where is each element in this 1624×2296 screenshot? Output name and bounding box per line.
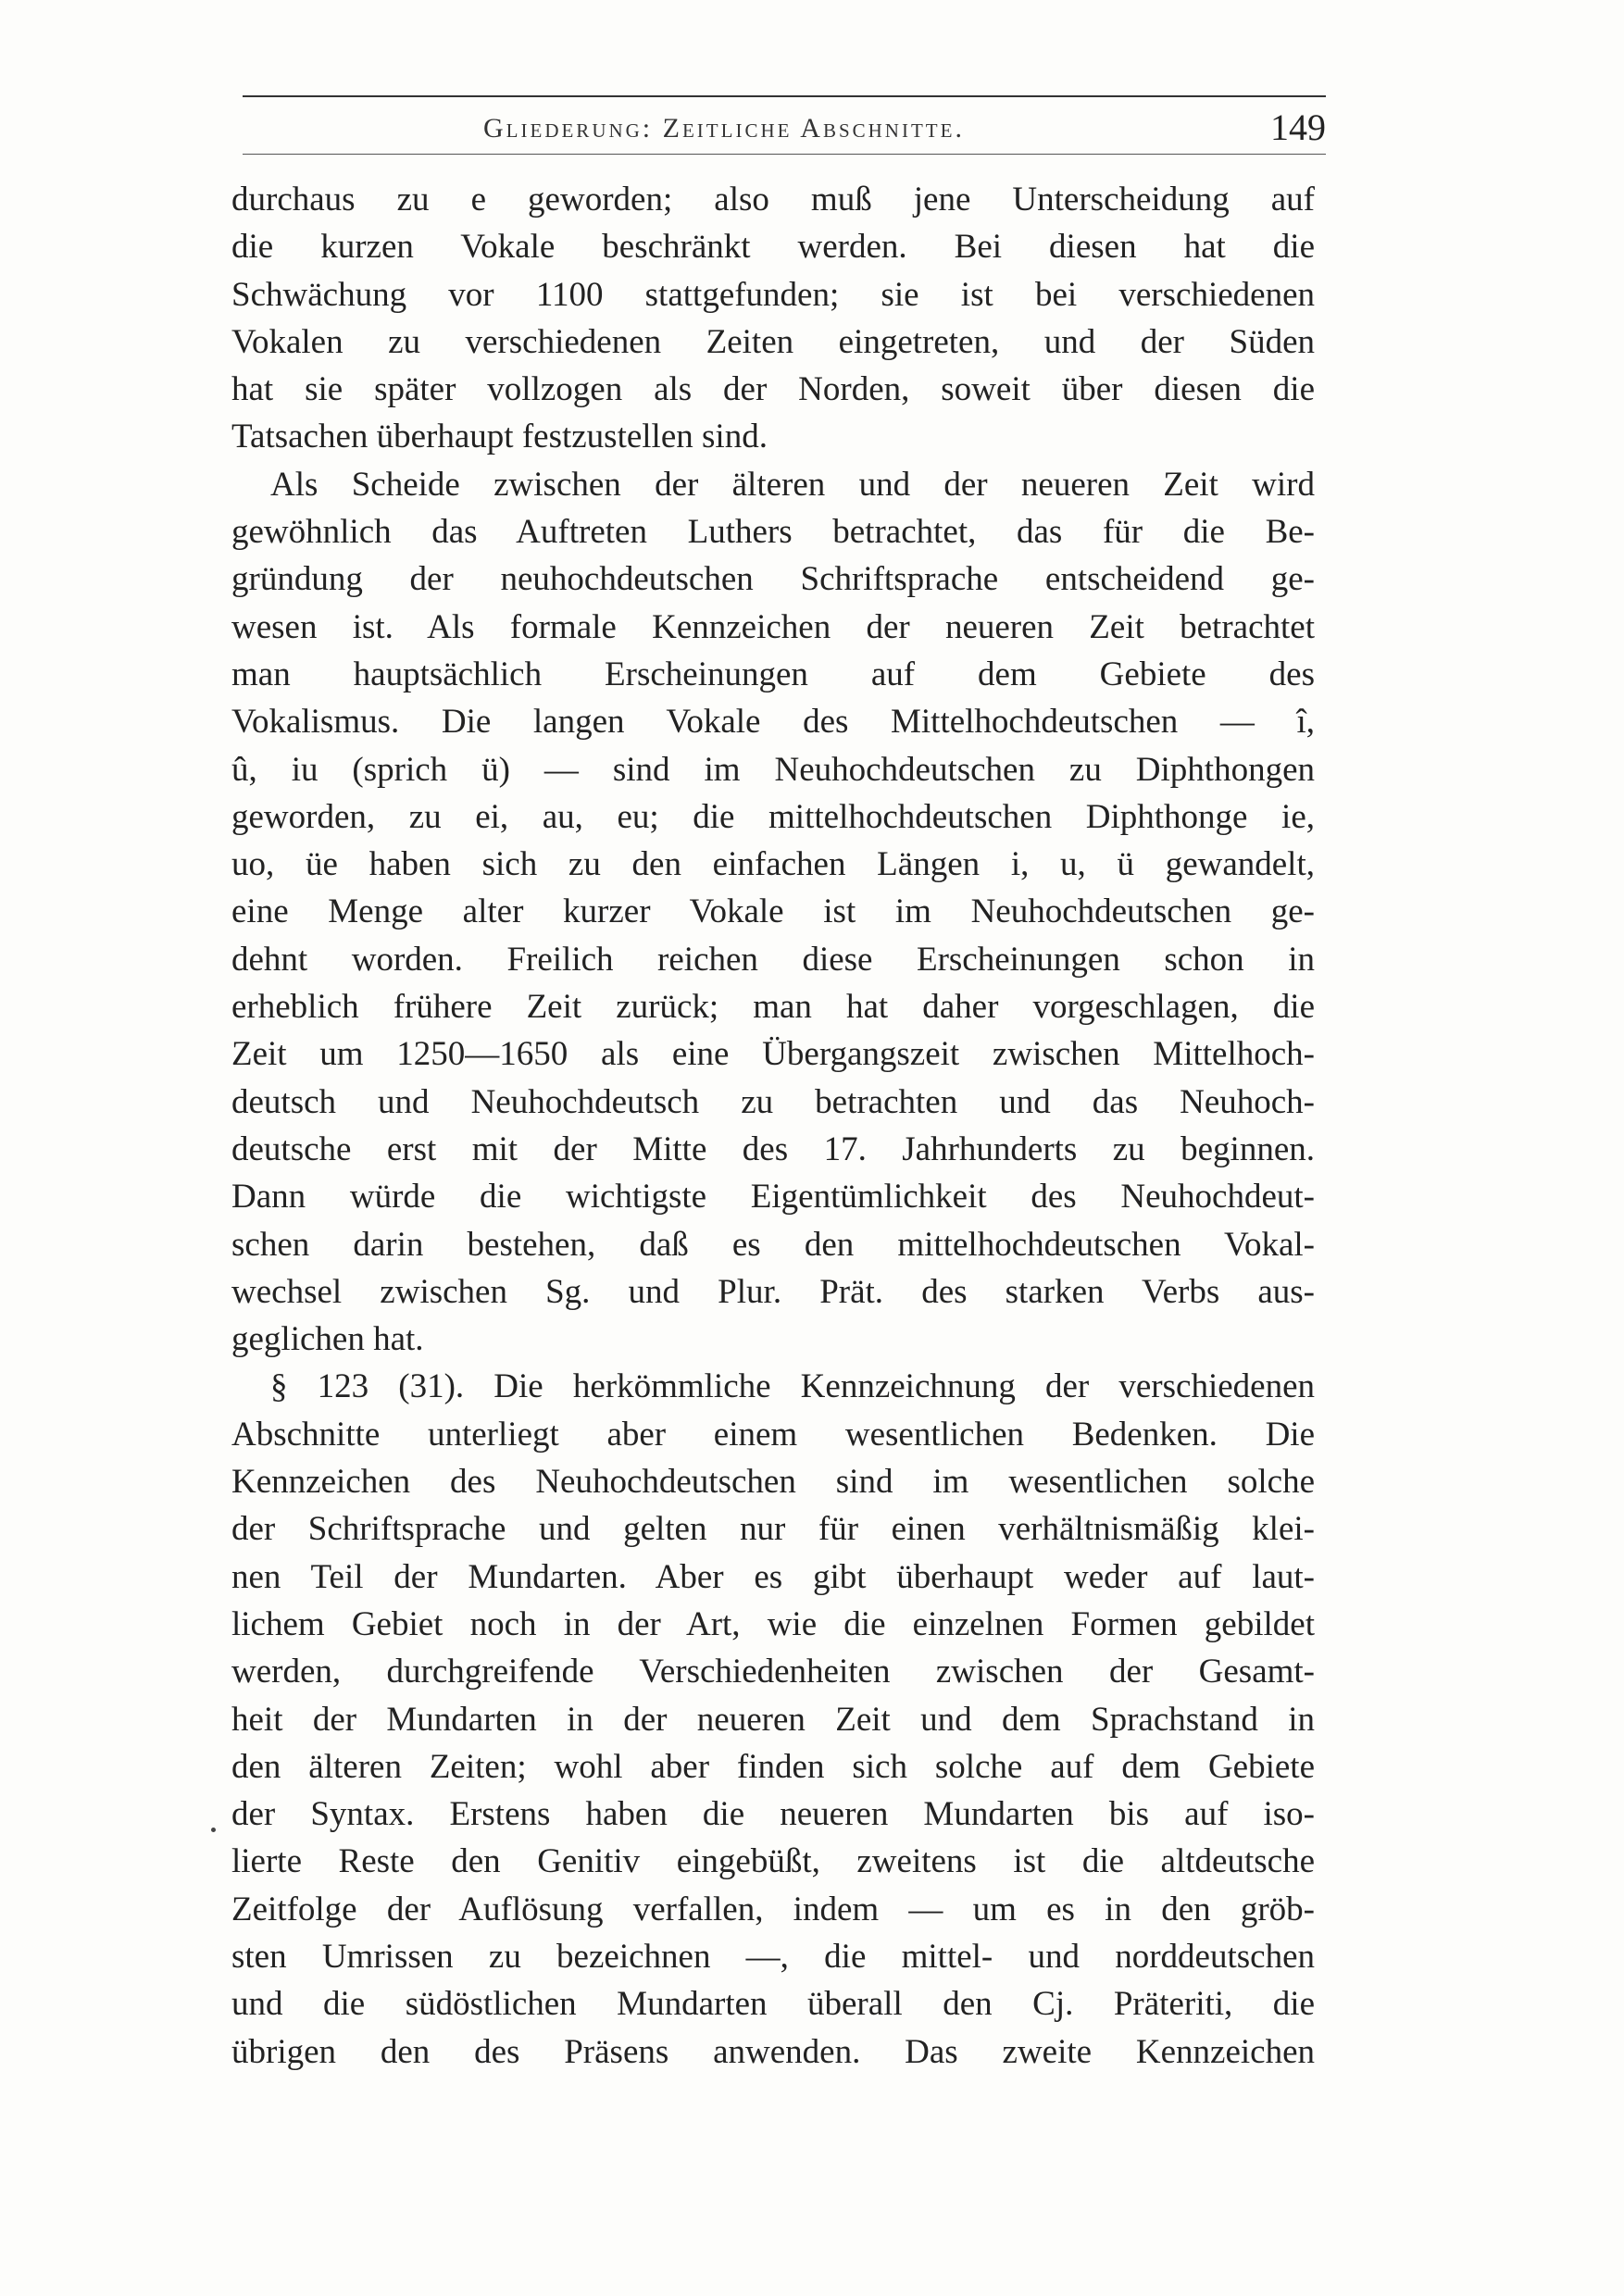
- text-line: § 123 (31). Die herkömmliche Kennzeichnung der verschiedenen: [270, 1367, 1315, 1406]
- text-line: werden, durchgreifende Verschiedenheiten zwischen der Gesamt-: [231, 1653, 1315, 1691]
- page-header: [243, 104, 1326, 152]
- text-line: schen darin bestehen, daß es den mittelhochdeutschen Vokal-: [231, 1225, 1315, 1264]
- body-text: [231, 176, 1315, 2076]
- text-line: û, iu (sprich ü) — sind im Neuhochdeutschen zu Diphthongen: [231, 750, 1315, 789]
- text-line: Dann würde die wichtigste Eigentümlichkeit des Neuhochdeut-: [231, 1178, 1315, 1217]
- text-line: nen Teil der Mundarten. Aber es gibt überhaupt weder auf laut-: [231, 1557, 1315, 1596]
- text-line: Vokalismus. Die langen Vokale des Mittelhochdeutschen — î,: [231, 703, 1315, 742]
- text-line: die kurzen Vokale beschränkt werden. Bei diesen hat die: [231, 228, 1315, 267]
- text-line: dehnt worden. Freilich reichen diese Erscheinungen schon in: [231, 940, 1315, 979]
- scan-speck: [211, 1828, 216, 1832]
- text-line: Schwächung vor 1100 stattgefunden; sie ist bei verschiedenen: [231, 275, 1315, 314]
- text-line: der Schriftsprache und gelten nur für einen verhältnismäßig klei-: [231, 1510, 1315, 1549]
- text-line: Vokalen zu verschiedenen Zeiten eingetreten, und der Süden: [231, 322, 1315, 361]
- text-line: gewöhnlich das Auftreten Luthers betrachtet, das für die Be-: [231, 513, 1315, 552]
- text-line: sten Umrissen zu bezeichnen —, die mittel- und norddeutschen: [231, 1937, 1315, 1976]
- header-bottom-rule: [243, 154, 1326, 155]
- text-line: deutsch und Neuhochdeutsch zu betrachten und das Neuhoch-: [231, 1082, 1315, 1121]
- text-line: übrigen den des Präsens anwenden. Das zweite Kennzeichen: [231, 2032, 1315, 2071]
- text-line: Zeitfolge der Auflösung verfallen, indem — um es in den gröb-: [231, 1890, 1315, 1928]
- text-line: lichem Gebiet noch in der Art, wie die einzelnen Formen gebildet: [231, 1604, 1315, 1643]
- text-line: wesen ist. Als formale Kennzeichen der neueren Zeit betrachtet: [231, 607, 1315, 646]
- text-line: lierte Reste den Genitiv eingebüßt, zweitens ist die altdeutsche: [231, 1842, 1315, 1881]
- page-number: 149: [1270, 106, 1326, 148]
- text-line: heit der Mundarten in der neueren Zeit und dem Sprachstand in: [231, 1700, 1315, 1739]
- text-line: Tatsachen überhaupt festzustellen sind.: [231, 418, 768, 456]
- text-line: gründung der neuhochdeutschen Schriftsprache entscheidend ge-: [231, 560, 1315, 599]
- header-top-rule: [243, 95, 1326, 97]
- text-line: geglichen hat.: [231, 1320, 424, 1359]
- text-line: der Syntax. Erstens haben die neueren Mundarten bis auf iso-: [231, 1795, 1315, 1834]
- text-line: eine Menge alter kurzer Vokale ist im Neuhochdeutschen ge-: [231, 892, 1315, 931]
- text-line: Als Scheide zwischen der älteren und der neueren Zeit wird: [270, 465, 1315, 504]
- text-line: uo, üe haben sich zu den einfachen Längen i, u, ü gewandelt,: [231, 845, 1315, 884]
- text-line: durchaus zu e geworden; also muß jene Unterscheidung auf: [231, 181, 1315, 218]
- text-line: den älteren Zeiten; wohl aber finden sich solche auf dem Gebiete: [231, 1747, 1315, 1786]
- text-line: geworden, zu ei, au, eu; die mittelhochdeutschen Diphthonge ie,: [231, 797, 1315, 836]
- text-line: deutsche erst mit der Mitte des 17. Jahrhunderts zu beginnen.: [231, 1129, 1315, 1168]
- text-line: wechsel zwischen Sg. und Plur. Prät. des starken Verbs aus-: [231, 1272, 1315, 1311]
- text-line: Abschnitte unterliegt aber einem wesentlichen Bedenken. Die: [231, 1415, 1315, 1454]
- text-line: erheblich frühere Zeit zurück; man hat daher vorgeschlagen, die: [231, 988, 1315, 1027]
- text-line: und die südöstlichen Mundarten überall den Cj. Präteriti, die: [231, 1985, 1315, 2024]
- text-line: Zeit um 1250—1650 als eine Übergangszeit zwischen Mittelhoch-: [231, 1035, 1315, 1074]
- text-line: man hauptsächlich Erscheinungen auf dem Gebiete des: [231, 655, 1315, 693]
- running-title: Gliederung: Zeitliche Abschnitte.: [483, 113, 965, 144]
- text-line: Kennzeichen des Neuhochdeutschen sind im wesentlichen solche: [231, 1463, 1315, 1502]
- text-line: hat sie später vollzogen als der Norden, soweit über diesen die: [231, 370, 1315, 409]
